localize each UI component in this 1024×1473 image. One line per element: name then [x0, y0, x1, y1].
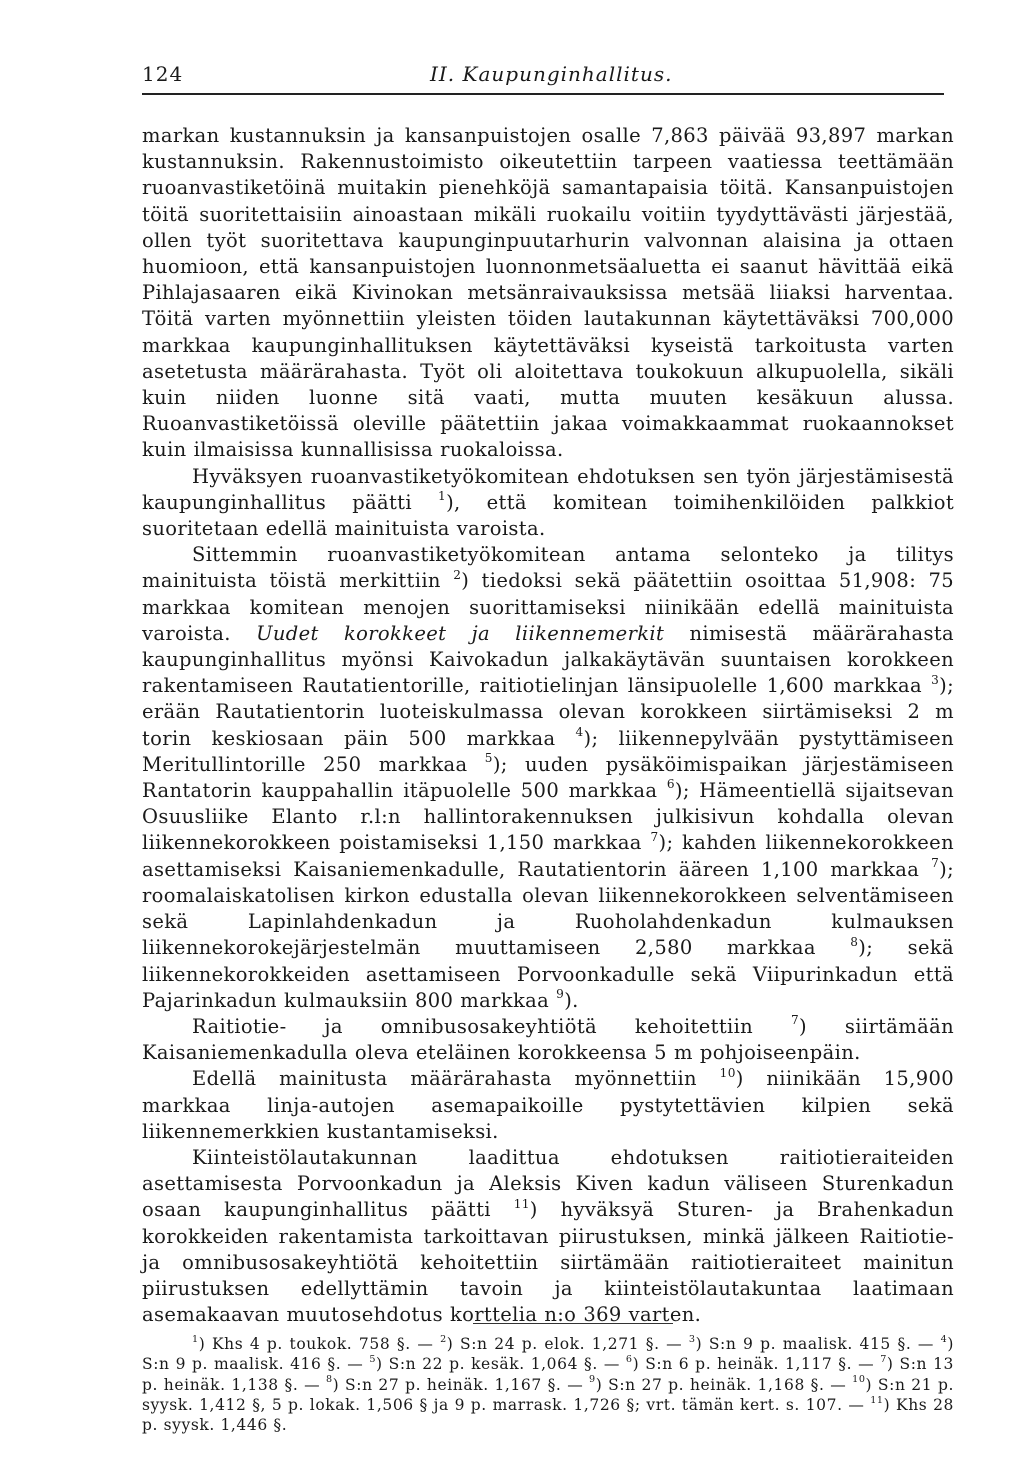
page-header: [142, 62, 942, 94]
footnote-ref: 8: [850, 934, 859, 949]
footnote-ref: 4: [575, 724, 584, 739]
paragraph-2: Hyväksyen ruoanvastiketyökomitean ehdotuksen sen työn järjestämisestä kaupunginhallitus päätti $^1$), että komitean toimihenkilöiden palkkiot suoritetaan edellä mainituista varoista.: [142, 464, 954, 541]
footnote-ref: 7: [791, 1013, 800, 1028]
footnote-ref: 2: [453, 567, 462, 582]
footnote-ref: 5: [484, 751, 493, 766]
paragraph-5: Edellä mainitusta määrärahasta myönnettiin $^{10}$) niinikään 15,900 markkaa linja-autojen asemapaikoille pystytettävien kilpien sekä liikennemerkkien kustantamiseksi.: [142, 1065, 954, 1143]
footnote-ref: 3: [931, 672, 940, 687]
paragraph-6: Kiinteistölautakunnan laadittua ehdotuksen raitiotieraiteiden asettamisesta Porvoonkadun ja Aleksis Kiven kadun väliseen Sturenkadun osaan kaupunginhallitus päätti $^{11}$) hyväksyä Sturen- ja Brahenkadun korokkeiden rakentamista tarkoittavan piirustuksen, minkä jälkeen Raitiotie- ja omnibusosakeyhtiötä kehoitettiin siirtämään raitiotieraiteet mainitun piirustuksen edellyttämin tavoin ja kiinteistölautakuntaa laatimaan asemakaavan muutosehdotus korttelia n:o 369 varten.: [142, 1145, 954, 1327]
body-text: [142, 123, 954, 1328]
running-title-text: Kaupunginhallitus.: [462, 62, 673, 86]
running-title-numeral: II.: [430, 62, 456, 86]
footnote-ref: 11: [513, 1196, 530, 1211]
header-rule: [142, 93, 944, 95]
footnote-ref: 7: [650, 829, 659, 844]
footnote-ref: 9: [556, 987, 565, 1001]
footnote-ref: 10: [719, 1065, 736, 1080]
page-number: 124: [142, 62, 184, 86]
footnotes: [142, 1334, 954, 1435]
footnote-ref: 6: [666, 777, 675, 792]
footnote-ref: 1: [438, 489, 447, 504]
footnote-rule: [473, 1323, 673, 1324]
footnote-ref: 7: [931, 855, 940, 870]
footnote-text: $^1$) Khs 4 p. toukok. 758 §. — $^2$) S:n 24 p. elok. 1,271 §. — $^3$) S:n 9 p. maalisk. 415 §. — $^4$) S:n 9 p. maalisk. 416 §. — $^5$) S:n 22 p. kesäk. 1,064 §. — $^6$) S:n 6 p. heinäk. 1,117 §. — $^7$) S:n 13 p. heinäk. 1,138 §. — $^8$) S:n 27 p. heinäk. 1,167 §. — $^9$) S:n 27 p. heinäk. 1,168 §. — $^{10}$) S:n 21 p. syysk. 1,412 §, 5 p. lokak. 1,506 § ja 9 p. marrask. 1,726 §; vrt. tämän kert. s. 107. — $^{11}$) Khs 28 p. syysk. 1,446 §.: [142, 1333, 954, 1435]
paragraph-1: markan kustannuksin ja kansanpuistojen osalle 7,863 päivää 93,897 markan kustannuksin. Rakennustoimisto oikeutettiin tarpeen vaatiessa teettämään ruoanvastiketöinä muitakin pienehköjä samantapaisia töitä. Kansanpuistojen töitä suoritettaisiin ainoastaan mikäli ruokailu voitiin tyydyttävästi järjestää, ollen työt suoritettava kaupunginpuutarhurin valvonnan alaisina ja ottaen huomioon, että kansanpuistojen luonnonmetsäaluetta ei saanut hävittää eikä Pihlajasaaren eikä Kivinokan metsänraivauksissa metsää liiaksi harventaa. Töitä varten myönnettiin yleisten töiden lautakunnan käytettäväksi 700,000 markkaa kaupunginhallituksen käytettäväksi kyseistä tarkoitusta varten asetetusta määrärahasta. Työt oli aloitettava toukokuun alkupuolella, sikäli kuin niiden luonne sitä vaati, mutta muuten kesäkuun alussa. Ruoanvastiketöissä oleville päätettiin jakaa voimakkaammat ruokaannokset kuin ilmaisissa kunnallisissa ruokaloissa.: [142, 124, 954, 462]
paragraph-4: Raitiotie- ja omnibusosakeyhtiötä kehoitettiin $^7$) siirtämään Kaisaniemenkadulla oleva eteläinen korokkeensa 5 m pohjoiseenpäin.: [142, 1013, 954, 1065]
italic-heading: Uudet korokkeet ja liikennemerkit: [256, 621, 665, 645]
running-title: [430, 62, 672, 86]
paragraph-3: Sittemmin ruoanvastiketyökomitean antama selonteko ja tilitys mainituista töistä merkittiin $^2$) tiedoksi sekä päätettiin osoittaa 51,908: 75 markkaa komitean menojen suorittamiseksi niinikään edellä mainituista varoista. Uudet korokkeet ja liikennemerkit nimisestä määrärahasta kaupunginhallitus myönsi Kaivokadun jalkakäytävän suuntaisen korokkeen rakentamiseen Rautatientorille, raitiotielinjan länsipuolelle 1,600 markkaa $^3$); erään Rautatientorin luoteiskulmassa olevan korokkeen siirtämiseksi 2 m torin keskiosaan päin 500 markkaa $^4$); liikennepylvään pystyttämiseen Meritullintorille 250 markkaa $^5$); uuden pysäköimispaikan järjestämiseen Rantatorin kauppahallin itäpuolelle 500 markkaa $^6$); Hämeentiellä sijaitsevan Osuusliike Elanto r.l:n hallintorakennuksen julkisivun kohdalla olevan liikennekorokkeen poistamiseksi 1,150 markkaa $^7$); kahden liikennekorokkeen asettamiseksi Kaisaniemenkadulle, Rautatientorin ääreen 1,100 markkaa $^7$); roomalaiskatolisen kirkon edustalla olevan liikennekorokkeen selventämiseen sekä Lapinlahdenkadun ja Ruoholahdenkadun kulmauksen liikennekorokejärjestelmän muuttamiseen 2,580 markkaa $^8$); sekä liikennekorokkeiden asettamiseen Porvoonkadulle sekä Viipurinkadun että Pajarinkadun kulmauksiin 800 markkaa $^9$).: [142, 543, 954, 1012]
